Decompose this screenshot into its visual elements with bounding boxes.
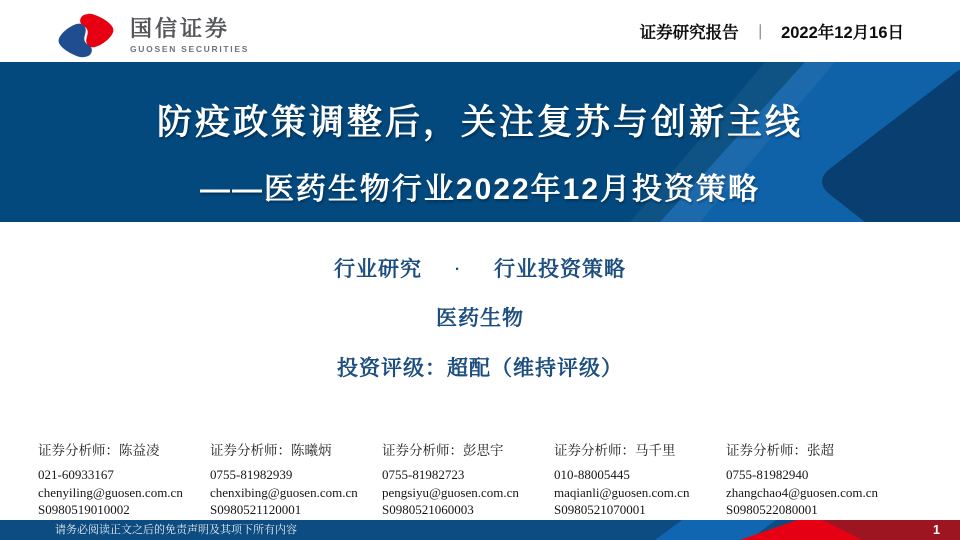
analyst-card [726,439,898,519]
analyst-role-label: 证券分析师： [210,443,291,458]
analyst-name: 陈益凌 [119,443,160,458]
analyst-email: chenxibing@guosen.com.cn [210,484,358,500]
analyst-name: 马千里 [635,443,676,458]
analyst-role-label: 证券分析师： [554,443,635,458]
page-footer [0,520,960,540]
report-type-label: 证券研究报告 [639,24,739,42]
analyst-cert-id: S0980522080001 [726,502,818,517]
report-title: 防疫政策调整后，关注复苏与创新主线 [156,103,803,142]
analyst-email: pengsiyu@guosen.com.cn [382,484,519,500]
investment-rating: 投资评级：超配（维持评级） [337,357,623,380]
analyst-cert-id: S0980519010002 [38,502,130,517]
header-separator: 丨 [754,24,765,42]
logo-text [130,17,249,54]
analyst-email: maqianli@guosen.com.cn [554,484,690,500]
analyst-cert-id: S0980521120001 [210,502,302,517]
analyst-card [382,439,554,519]
brand-name-en: GUOSEN SECURITIES [130,44,250,54]
report-subtitle: ——医药生物行业2022年12月投资策略 [199,173,761,206]
analyst-phone: 0755-81982940 [726,467,809,482]
dot-separator-icon: · [454,261,462,278]
analyst-card [38,439,210,519]
analyst-email: chenyiling@guosen.com.cn [38,484,183,500]
analyst-phone: 0755-81982723 [382,467,465,482]
analyst-card [210,439,382,519]
footer-ribbon-graphic-icon [560,520,960,540]
analyst-name-line [38,439,210,459]
analyst-name-line [382,439,554,459]
guosen-diamond-icon [54,12,118,59]
analyst-name: 陈曦炳 [291,443,332,458]
analyst-name-line [726,439,898,459]
strategy-type-label: 行业投资策略 [494,258,626,281]
brand-name-cn: 国信证券 [130,16,231,41]
disclaimer-text: 请务必阅读正文之后的免责声明及其项下所有内容 [55,524,297,536]
analyst-cert-id: S0980521060003 [382,502,474,517]
header-meta [640,0,904,62]
report-date: 2022年12月16日 [781,24,904,42]
report-meta [0,222,960,382]
analyst-email: zhangchao4@guosen.com.cn [726,484,879,500]
analyst-list [0,439,960,519]
page-header [0,0,960,62]
industry-research-label: 行业研究 [333,258,422,281]
analyst-role-label: 证券分析师： [38,443,119,458]
analyst-phone: 0755-81982939 [210,467,293,482]
analyst-name: 张超 [807,443,834,458]
page-number: 1 [933,523,940,537]
analyst-role-label: 证券分析师： [382,443,463,458]
analyst-name-line [210,439,382,459]
analyst-phone: 010-88005445 [554,467,630,482]
analyst-name: 彭思宇 [463,443,504,458]
analyst-name-line [554,439,726,459]
industry-research-line [0,222,960,283]
industry-name: 医药生物 [436,307,524,330]
analyst-cert-id: S0980521070001 [554,502,646,517]
analyst-role-label: 证券分析师： [726,443,807,458]
title-banner [0,62,960,222]
analyst-phone: 021-60933167 [38,467,114,482]
analyst-card [554,439,726,519]
report-body [0,222,960,520]
guosen-logo [54,12,249,59]
